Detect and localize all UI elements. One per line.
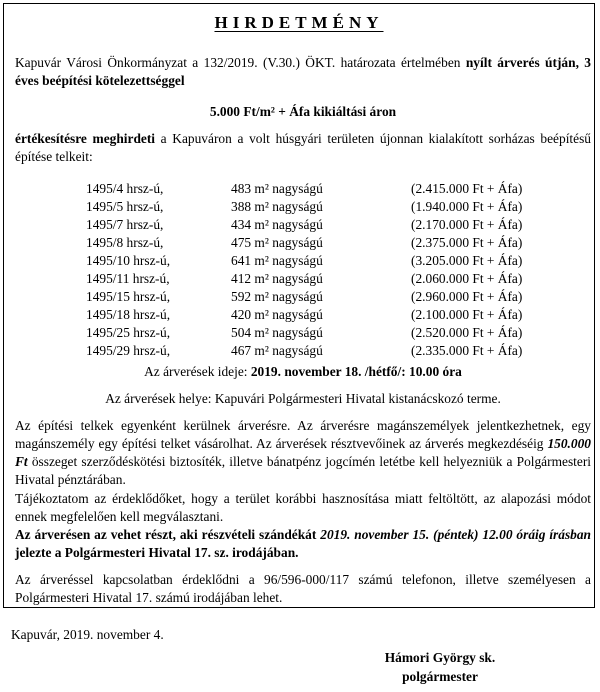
lot-area: 388 m² nagyságú [231,199,323,214]
lot-area: 592 m² nagyságú [231,289,323,304]
lot-price: (2.170.000 Ft + Áfa) [411,217,523,232]
lot-area: 483 m² nagyságú [231,181,323,196]
lot-hrsz: 1495/11 hrsz-ú, [86,271,170,286]
lot-row [1,306,600,323]
signature-role: polgármester [402,669,478,684]
lot-area: 434 m² nagyságú [231,217,323,232]
lot-hrsz: 1495/8 hrsz-ú, [86,235,164,250]
notice-frame [3,3,595,608]
notice-title: HIRDETMÉNY [214,13,384,32]
lot-area: 475 m² nagyságú [231,235,323,250]
lot-area: 420 m² nagyságú [231,307,323,322]
lot-row [1,324,600,341]
auction-date: Az árverések ideje: 2019. november 18. /hétfő/: 10.00 óra [144,364,462,379]
lot-hrsz: 1495/18 hrsz-ú, [86,307,171,322]
lot-area: 641 m² nagyságú [231,253,323,268]
offer-paragraph: értékesítésre meghirdeti a Kapuváron a volt húsgyári területen újonnan kialakított sorházas beépítésű építése telkeit: [15,131,591,164]
lot-price: (2.375.000 Ft + Áfa) [411,235,523,250]
lot-area: 467 m² nagyságú [231,343,323,358]
lot-row [1,234,600,251]
lot-price: (2.335.000 Ft + Áfa) [411,343,523,358]
lot-hrsz: 1495/15 hrsz-ú, [86,289,171,304]
info-paragraph: Tájékoztatom az érdeklődőket, hogy a terület korábbi hasznosítása miatt feltöltött, az alapozási módot ennek megfelelően kell megválasztani. [15,491,591,524]
signature-name: Hámori György sk. [384,650,496,665]
lot-hrsz: 1495/5 hrsz-ú, [86,199,164,214]
intro-paragraph: Kapuvár Városi Önkormányzat a 132/2019. (V.30.) ÖKT. határozata értelmében nyílt árverés útján, 3 éves beépítési kötelezettséggel [15,55,592,88]
lot-row [1,216,600,233]
lot-row [1,288,600,305]
lot-hrsz: 1495/4 hrsz-ú, [86,181,164,196]
lot-hrsz: 1495/25 hrsz-ú, [86,325,171,340]
participation-paragraph: Az árverésen az vehet részt, aki részvételi szándékát 2019. november 15. (péntek) 12.00 óráig írásban jelezte a Polgármesteri Hivatal 17. sz. irodájában. [15,527,592,560]
lot-price: (1.940.000 Ft + Áfa) [411,199,523,214]
lot-price: (2.415.000 Ft + Áfa) [411,181,523,196]
lot-row [1,180,600,197]
lot-area: 504 m² nagyságú [231,325,323,340]
lot-row [1,252,600,269]
lot-hrsz: 1495/7 hrsz-ú, [86,217,164,232]
starting-price: 5.000 Ft/m² + Áfa kikiáltási áron [209,104,397,119]
rules-paragraph: Az építési telkek egyenként kerülnek árverésre. Az árverésre magánszemélyek jelentkezhetnek, egy magánszemély egy építési telket vásárolhat. Az árverések résztvevőinek az árverés megkezdéséig 150.000 Ft összeget szerződéskötési biztosíték, illetve bánatpénz jogcímén letétbe kell helyezniük a Polgármesteri Hivatal pénztárában. [15,418,591,487]
lot-price: (2.520.000 Ft + Áfa) [411,325,523,340]
lot-row [1,270,600,287]
lot-price: (2.060.000 Ft + Áfa) [411,271,523,286]
lot-area: 412 m² nagyságú [231,271,323,286]
auction-place: Az árverések helye: Kapuvári Polgármesteri Hivatal kistanácskozó terme. [105,391,501,406]
lot-row [1,198,600,215]
lot-hrsz: 1495/29 hrsz-ú, [86,343,171,358]
lot-price: (2.100.000 Ft + Áfa) [411,307,523,322]
lot-price: (3.205.000 Ft + Áfa) [411,253,523,268]
lot-price: (2.960.000 Ft + Áfa) [411,289,523,304]
contact-paragraph: Az árveréssel kapcsolatban érdeklődni a 96/596-000/117 számú telefonon, illetve személyesen a Polgármesteri Hivatal 17. számú irodájában lehet. [15,572,591,605]
place-and-date: Kapuvár, 2019. november 4. [11,627,164,642]
lot-row [1,342,600,359]
lot-hrsz: 1495/10 hrsz-ú, [86,253,171,268]
